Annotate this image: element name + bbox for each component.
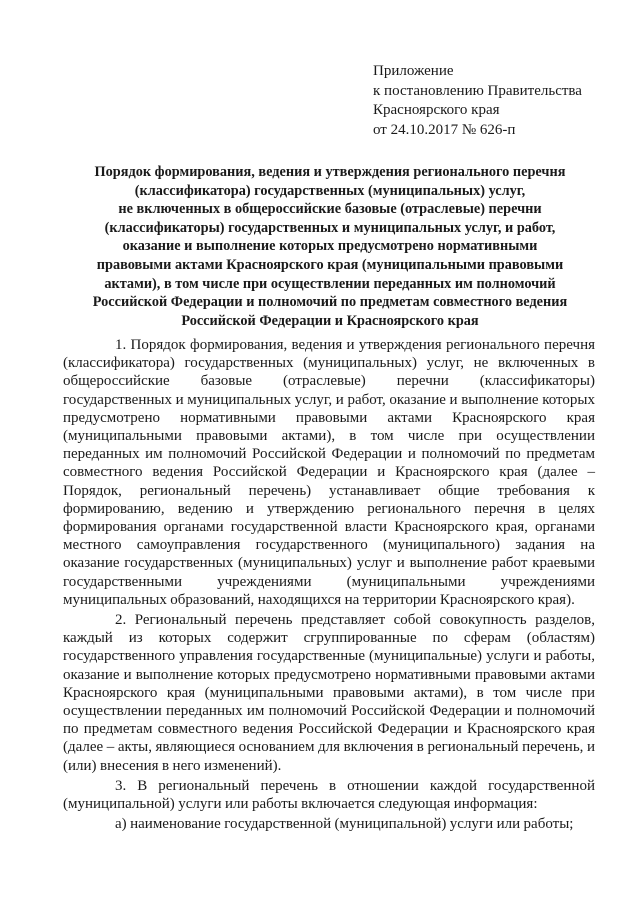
appendix-line: Приложение [373,63,454,79]
paragraph-2: 2. Региональный перечень представляет собой совокупность разделов, каждый из которых содержит сгруппированные по сферам (областям) государственного управления государственные (муниципальные) услуги и работы, оказание и выполнение которых предусмотрено нормативными правовыми актами Красноярского края (муниципальными правовыми актами), в том числе при осуществлении переданных им полномочий Российской Федерации и полномочий по предметам совместного ведения Российской Федерации и Красноярского края (далее – акты, являющиеся основанием для включения в региональный перечень, и (или) внесения в него изменений). [63,612,595,774]
paragraph-1: 1. Порядок формирования, ведения и утверждения регионального перечня (классификатора) государственных (муниципальных) услуг, не включенных в общероссийские базовые (отраслевые) перечни (классификаторы) государственных и муниципальных услуг, и работ, оказание и выполнение которых предусмотрено нормативными правовыми актами Красноярского края (муниципальными правовыми актами), в том числе при осуществлении переданных им полномочий Российской Федерации и полномочий по предметам совместного ведения Российской Федерации и Красноярского края (далее – Порядок, региональный перечень) устанавливает общие требования к формированию, ведению и утверждению регионального перечня в целях формирования органами государственной власти Красноярского края, органами местного самоуправления государственного (муниципального) задания на оказание государственных (муниципальных) услуг и выполнение работ краевыми государственными учреждениями (муниципальными учреждениями муниципальных образований, находящихся на территории Красноярского края). [63,337,595,608]
appendix-line: Красноярского края [373,102,500,118]
title-line: (классификаторы) государственных и муниципальных услуг, и работ, [104,219,556,236]
paragraph-3a: а) наименование государственной (муниципальной) услуги или работы; [115,816,574,833]
title-line: (классификатора) государственных (муниципальных) услуг, [134,182,526,199]
title-line: Российской Федерации и полномочий по предметам совместного ведения [92,294,568,311]
appendix-block [373,62,582,140]
title-line: не включенных в общероссийские базовые (отраслевые) перечни [118,201,542,218]
title-line: Порядок формирования, ведения и утверждения регионального перечня [94,164,566,180]
document-body [63,336,595,835]
appendix-line: от 24.10.2017 № 626-п [373,121,516,138]
document-title [62,163,598,330]
title-line: актами), в том числе при осуществлении переданных им полномочий [104,275,556,292]
appendix-line: к постановлению Правительства [373,82,582,99]
paragraph-3: 3. В региональный перечень в отношении каждой государственной (муниципальной) услуги или работы включается следующая информация: [63,777,595,813]
title-line: правовыми актами Красноярского края (муниципальными правовыми [96,256,564,273]
title-line: оказание и выполнение которых предусмотрено нормативными [122,238,538,255]
title-line: Российской Федерации и Красноярского края [181,312,479,329]
